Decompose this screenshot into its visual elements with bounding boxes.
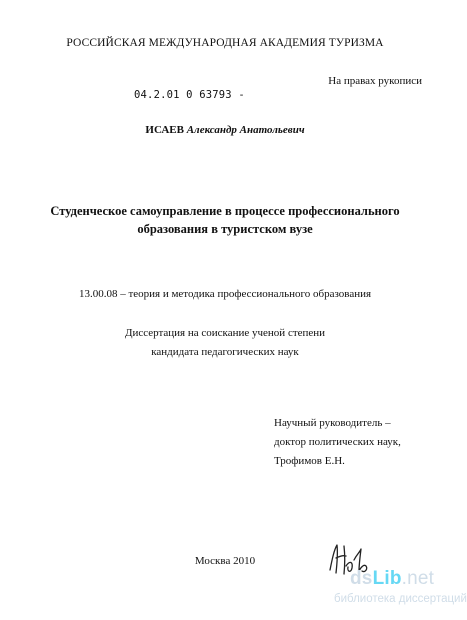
degree-statement [0,324,450,362]
dissertation-title [0,202,450,238]
manuscript-rights-note: На правах рукописи [328,75,422,87]
city-year: Москва 2010 [194,555,256,567]
author-name [0,124,450,136]
supervisor-name: Трофимов Е.Н. [274,455,345,467]
supervisor-degree: доктор политических наук, [274,436,401,448]
academy-name: РОССИЙСКАЯ МЕЖДУНАРОДНАЯ АКАДЕМИЯ ТУРИЗМА [66,37,384,49]
author-surname: ИСАЕВ [145,124,184,136]
registration-stamp: 04.2.01 0 63793 - [134,89,245,101]
logo-net: .net [401,568,435,589]
watermark-subtitle: библиотека диссертаций [334,593,467,605]
title-line-2: образования в туристском вузе [137,222,313,236]
logo-lib: Lib [372,568,402,589]
supervisor-block [274,414,401,471]
dslib-logo [350,568,434,590]
specialty-code: 13.00.08 – теория и методика профессионального образования [78,288,372,300]
degree-line-1: Диссертация на соискание ученой степени [124,327,326,339]
logo-ds: ds [350,568,373,589]
degree-line-2: кандидата педагогических наук [151,346,299,358]
dslib-watermark [334,568,467,612]
author-given-names: Александр Анатольевич [186,124,305,136]
title-line-1: Студенческое самоуправление в процессе профессионального [50,204,400,218]
supervisor-role: Научный руководитель – [274,417,391,429]
